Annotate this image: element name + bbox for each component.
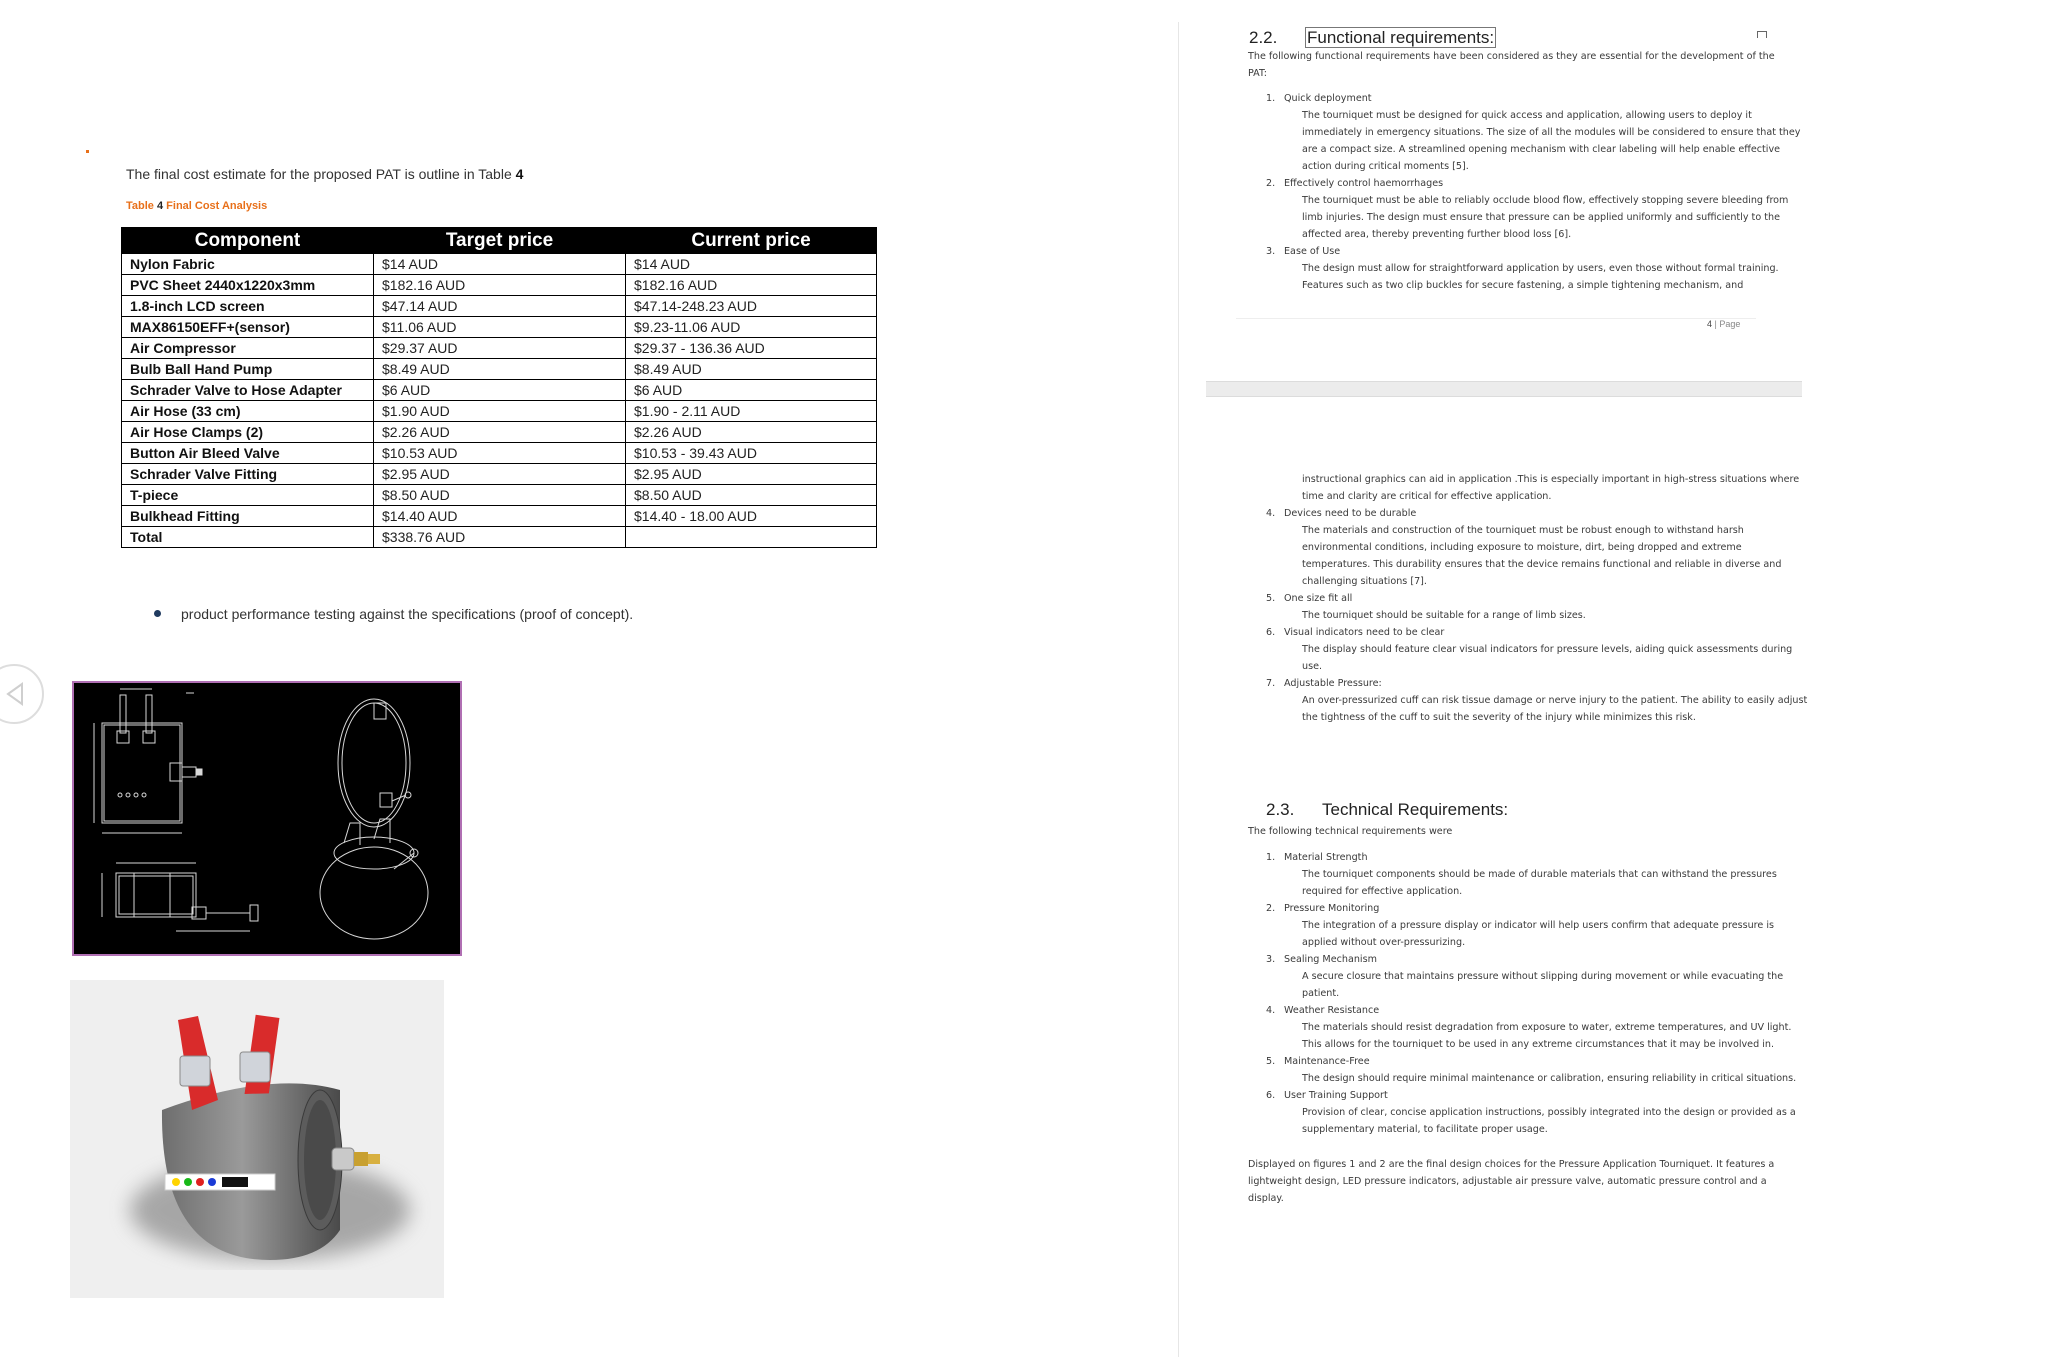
table-row: [122, 296, 877, 317]
list-item-text: required for effective application.: [1302, 886, 1463, 897]
closing-paragraph: [1248, 1156, 1788, 1207]
table-cell: Bulb Ball Hand Pump: [122, 359, 374, 380]
page-break: [1206, 381, 1802, 397]
list-item-text: Features such as two clip buckles for secure fastening, a simple tightening mechanism, and: [1302, 280, 1744, 291]
page-footer-line: [1236, 318, 1756, 319]
orange-marker: [86, 150, 89, 153]
table-cell: $47.14 AUD: [374, 296, 626, 317]
list-item-text: instructional graphics can aid in application .This is especially important in high-stress situations where: [1302, 474, 1800, 485]
list-item-text: affected area, thereby preventing further blood loss [6].: [1302, 229, 1572, 240]
table-cell: $8.49 AUD: [626, 359, 877, 380]
list-item-text: A secure closure that maintains pressure without slipping during movement or while evacuating the: [1302, 971, 1784, 982]
list-item-text: time and clarity are critical for effective application.: [1302, 491, 1552, 502]
table-row: [122, 275, 877, 296]
list-item-text: An over-pressurized cuff can risk tissue damage or nerve injury to the patient. The ability to easily adjust: [1302, 695, 1808, 706]
technical-heading: 2.3. Technical Requirements:: [1266, 800, 1509, 819]
list-item-text: action during critical moments [5].: [1302, 161, 1469, 172]
table-cell: $9.23-11.06 AUD: [626, 317, 877, 338]
table-row: [122, 254, 877, 275]
table-cell: $2.95 AUD: [626, 464, 877, 485]
closing-line: Displayed on figures 1 and 2 are the final design choices for the Pressure Application Tourniquet. It features a: [1248, 1159, 1775, 1170]
table-cell: Schrader Valve to Hose Adapter: [122, 380, 374, 401]
table-cell: $2.95 AUD: [374, 464, 626, 485]
list-item-text: supplementary material, to facilitate proper usage.: [1302, 1124, 1548, 1135]
list-item-title: 2. Pressure Monitoring: [1266, 903, 1380, 914]
table-cell: $47.14-248.23 AUD: [626, 296, 877, 317]
technical-intro: The following technical requirements were: [1248, 826, 1453, 837]
table-cell: $14.40 AUD: [374, 506, 626, 527]
page-divider: [1178, 22, 1179, 1357]
list-item-text: The tourniquet must be able to reliably occlude blood flow, effectively stopping severe bleeding from: [1302, 195, 1789, 206]
collapse-icon[interactable]: [1757, 31, 1767, 38]
list-item-text: use.: [1302, 661, 1323, 672]
list-item-text: patient.: [1302, 988, 1340, 999]
functional-heading: 2.2. Functional requirements:: [1249, 28, 1495, 47]
list-item-text: applied without over-pressurizing.: [1302, 937, 1466, 948]
table-header-cell: Component: [122, 228, 374, 254]
list-item-text: The materials and construction of the tourniquet must be robust enough to withstand harsh: [1302, 525, 1744, 536]
table-cell: 1.8-inch LCD screen: [122, 296, 374, 317]
list-item-text: The tourniquet should be suitable for a range of limb sizes.: [1302, 610, 1586, 621]
table-cell: PVC Sheet 2440x1220x3mm: [122, 275, 374, 296]
table-cell: $14 AUD: [626, 254, 877, 275]
table-header-cell: Current price: [626, 228, 877, 254]
table-cell: [626, 527, 877, 548]
table-cell: $10.53 AUD: [374, 443, 626, 464]
table-row: [122, 401, 877, 422]
table-cell: $8.50 AUD: [626, 485, 877, 506]
table-cell: $2.26 AUD: [374, 422, 626, 443]
table-cell: Total: [122, 527, 374, 548]
cad-drawing-image: [72, 681, 462, 956]
table-cell: $1.90 AUD: [374, 401, 626, 422]
list-item-text: limb injuries. The design must ensure that pressure can be applied uniformly and sufficiently to the: [1302, 212, 1780, 223]
table-cell: $14.40 - 18.00 AUD: [626, 506, 877, 527]
list-item-title: 1. Material Strength: [1266, 852, 1368, 863]
table-cell: $11.06 AUD: [374, 317, 626, 338]
bullet-dot-icon: [154, 610, 161, 617]
list-item-title: 3. Sealing Mechanism: [1266, 954, 1377, 965]
table-row: [122, 464, 877, 485]
list-item-text: Provision of clear, concise application instructions, possibly integrated into the design or provided as a: [1302, 1107, 1796, 1118]
list-item-text: temperatures. This durability ensures that the device remains functional and reliable in diverse and: [1302, 559, 1782, 570]
table-cell: MAX86150EFF+(sensor): [122, 317, 374, 338]
table-cell: Nylon Fabric: [122, 254, 374, 275]
list-item-text: The materials should resist degradation from exposure to water, extreme temperatures, and UV light.: [1302, 1022, 1792, 1033]
list-item-title: 5. Maintenance-Free: [1266, 1056, 1370, 1067]
table-cell: $2.26 AUD: [626, 422, 877, 443]
table-cell: Button Air Bleed Valve: [122, 443, 374, 464]
table-cell: $182.16 AUD: [374, 275, 626, 296]
functional-list-continued: [1266, 471, 1814, 726]
list-item-title: 3. Ease of Use: [1266, 246, 1341, 257]
table-cell: $182.16 AUD: [626, 275, 877, 296]
table-row: [122, 527, 877, 548]
list-item-text: The design must allow for straightforward application by users, even those without formal training.: [1302, 263, 1779, 274]
closing-line: display.: [1248, 1193, 1284, 1204]
list-item-title: 1. Quick deployment: [1266, 93, 1372, 104]
list-item-text: The tourniquet must be designed for quick access and application, allowing users to deploy it: [1302, 110, 1752, 121]
bullet-item: product performance testing against the specifications (proof of concept).: [154, 606, 633, 622]
list-item-title: 6. Visual indicators need to be clear: [1266, 627, 1445, 638]
table-cell: $6 AUD: [626, 380, 877, 401]
table-cell: $1.90 - 2.11 AUD: [626, 401, 877, 422]
list-item-text: the tightness of the cuff to suit the severity of the injury while minimizes this risk.: [1302, 712, 1696, 723]
table-header-row: [122, 228, 877, 254]
table-row: [122, 506, 877, 527]
list-item-title: 6. User Training Support: [1266, 1090, 1388, 1101]
page-number: 4 | Page: [1707, 319, 1741, 329]
table-cell: Air Hose (33 cm): [122, 401, 374, 422]
list-item-text: are a compact size. A streamlined opening mechanism with clear labeling will help enable effective: [1302, 144, 1781, 155]
list-item-title: 4. Devices need to be durable: [1266, 508, 1417, 519]
previous-page-arrow-icon[interactable]: [0, 664, 44, 724]
list-item-text: environmental conditions, including exposure to moisture, dirt, being dropped and extreme: [1302, 542, 1742, 553]
table-cell: $29.37 - 136.36 AUD: [626, 338, 877, 359]
table-header-cell: Target price: [374, 228, 626, 254]
list-item-text: The display should feature clear visual indicators for pressure levels, aiding quick assessments during: [1302, 644, 1793, 655]
table-cell: $29.37 AUD: [374, 338, 626, 359]
table-cell: Air Hose Clamps (2): [122, 422, 374, 443]
table-cell: $8.49 AUD: [374, 359, 626, 380]
table-row: [122, 422, 877, 443]
table-row: [122, 338, 877, 359]
list-item-text: The tourniquet components should be made of durable materials that can withstand the pressures: [1302, 869, 1777, 880]
table-body: [122, 254, 877, 548]
table-cell: $6 AUD: [374, 380, 626, 401]
table-row: [122, 359, 877, 380]
table-row: [122, 380, 877, 401]
closing-line: lightweight design, LED pressure indicators, adjustable air pressure valve, automatic pressure control and a: [1248, 1176, 1767, 1187]
table-cell: Schrader Valve Fitting: [122, 464, 374, 485]
table-cell: Bulkhead Fitting: [122, 506, 374, 527]
list-item-text: challenging situations [7].: [1302, 576, 1427, 587]
table-row: [122, 443, 877, 464]
table-cell: Air Compressor: [122, 338, 374, 359]
table-cell: $338.76 AUD: [374, 527, 626, 548]
list-item-title: 5. One size fit all: [1266, 593, 1353, 604]
list-item-text: immediately in emergency situations. The size of all the modules will be considered to ensure that they: [1302, 127, 1801, 138]
table-cell: $10.53 - 39.43 AUD: [626, 443, 877, 464]
functional-list: [1266, 90, 1804, 294]
table-row: [122, 317, 877, 338]
list-item-title: 2. Effectively control haemorrhages: [1266, 178, 1444, 189]
functional-intro: The following functional requirements have been considered as they are essential for the development of the PAT:: [1248, 51, 1775, 79]
table-cell: T-piece: [122, 485, 374, 506]
technical-list: [1266, 849, 1824, 1138]
list-item-title: 7. Adjustable Pressure:: [1266, 678, 1382, 689]
list-item-title: 4. Weather Resistance: [1266, 1005, 1380, 1016]
cost-table: [121, 227, 877, 548]
cost-intro-text: The final cost estimate for the proposed PAT is outline in Table 4: [126, 166, 524, 182]
table-row: [122, 485, 877, 506]
table-cell: $14 AUD: [374, 254, 626, 275]
list-item-text: The design should require minimal maintenance or calibration, ensuring reliability in critical situations.: [1302, 1073, 1797, 1084]
tourniquet-render-image: [70, 980, 444, 1298]
list-item-text: This allows for the tourniquet to be used in any extreme circumstances that it may be involved in.: [1302, 1039, 1775, 1050]
table-caption: Table 4 Final Cost Analysis: [126, 200, 268, 212]
table-cell: $8.50 AUD: [374, 485, 626, 506]
list-item-text: The integration of a pressure display or indicator will help users confirm that adequate pressure is: [1302, 920, 1775, 931]
